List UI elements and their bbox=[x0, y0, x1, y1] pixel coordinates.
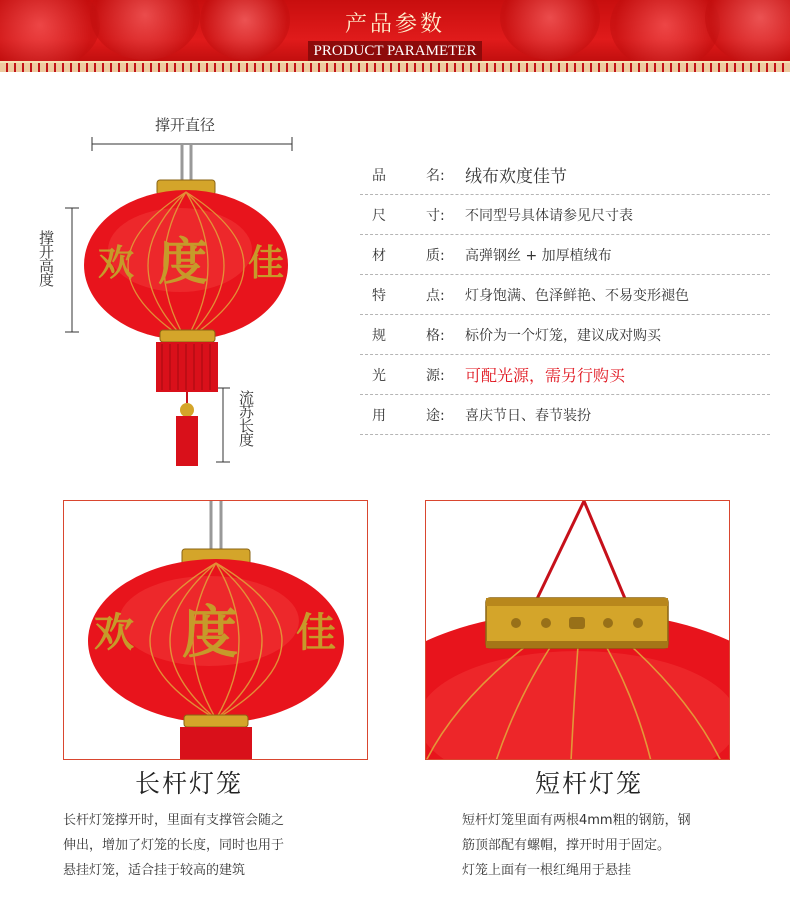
spec-label: 途: bbox=[426, 408, 445, 424]
spec-label: 材 bbox=[372, 248, 386, 264]
lantern-character: 欢 bbox=[98, 242, 135, 284]
short-pole-description bbox=[462, 808, 782, 883]
lantern-character: 欢 bbox=[94, 609, 134, 656]
spec-label: 质: bbox=[426, 248, 445, 264]
peony-pattern bbox=[705, 0, 790, 65]
header-title: 产品参数 bbox=[344, 12, 445, 37]
spec-label: 源: bbox=[426, 368, 445, 384]
width-dimension-label: 撑开直径 bbox=[155, 116, 216, 134]
header-banner bbox=[0, 0, 790, 72]
spec-table bbox=[360, 155, 770, 435]
spec-value: 喜庆节日、春节装扮 bbox=[465, 408, 591, 424]
spec-label: 品 bbox=[372, 168, 386, 184]
peony-pattern bbox=[610, 0, 720, 70]
peony-pattern bbox=[0, 0, 100, 70]
spec-row-features bbox=[360, 275, 770, 315]
spec-label: 格: bbox=[426, 328, 445, 344]
lantern-diagram bbox=[30, 100, 330, 480]
spec-label: 特 bbox=[372, 288, 386, 304]
description-line: 悬挂灯笼，适合挂于较高的建筑 bbox=[63, 863, 246, 878]
spec-label: 尺 bbox=[372, 208, 386, 224]
spec-value: 绒布欢度佳节 bbox=[465, 167, 567, 187]
spec-row-size bbox=[360, 195, 770, 235]
spec-value: 高弹钢丝 + 加厚植绒布 bbox=[465, 248, 612, 264]
long-pole-title: 长杆灯笼 bbox=[135, 769, 244, 798]
description-line: 短杆灯笼里面有两根4mm粗的钢筋，钢 bbox=[462, 813, 691, 828]
spec-label: 光 bbox=[372, 368, 386, 384]
header-title-box bbox=[300, 10, 490, 64]
spec-row-usage bbox=[360, 395, 770, 435]
lantern-character: 度 bbox=[158, 232, 208, 291]
short-pole-lantern-graphic bbox=[426, 501, 730, 760]
spec-label: 规 bbox=[372, 328, 386, 344]
description-line: 筋顶部配有螺帽，撑开时用于固定。 bbox=[462, 838, 671, 853]
lantern-character: 佳 bbox=[248, 242, 285, 284]
spec-row-spec bbox=[360, 315, 770, 355]
spec-label: 点: bbox=[426, 288, 445, 304]
spec-value: 不同型号具体请参见尺寸表 bbox=[465, 208, 633, 224]
spec-value: 灯身饱满、色泽鲜艳、不易变形褪色 bbox=[465, 288, 689, 304]
height-dimension-label: 撑开高度 bbox=[37, 230, 55, 286]
peony-pattern bbox=[200, 0, 290, 60]
spec-row-material bbox=[360, 235, 770, 275]
fret-border bbox=[0, 63, 790, 72]
tassel-length-label: 流苏长度 bbox=[237, 390, 255, 446]
peony-pattern bbox=[500, 0, 600, 60]
peony-pattern bbox=[90, 0, 200, 60]
spec-label: 用 bbox=[372, 408, 386, 424]
header-subtitle: PRODUCT PARAMETER bbox=[308, 41, 483, 61]
spec-row-light-source bbox=[360, 355, 770, 395]
spec-label: 寸: bbox=[426, 208, 445, 224]
spec-value: 标价为一个灯笼，建议成对购买 bbox=[465, 328, 661, 344]
lantern-character: 度 bbox=[182, 600, 238, 666]
description-line: 长杆灯笼撑开时，里面有支撑管会随之 bbox=[63, 813, 285, 828]
spec-label: 名: bbox=[426, 168, 445, 184]
spec-value-highlight: 可配光源，需另行购买 bbox=[465, 366, 626, 385]
spec-row-name bbox=[360, 155, 770, 195]
long-pole-description bbox=[63, 808, 373, 883]
short-pole-title: 短杆灯笼 bbox=[535, 769, 644, 798]
long-pole-lantern-image bbox=[63, 500, 368, 760]
description-line: 灯笼上面有一根红绳用于悬挂 bbox=[462, 863, 632, 878]
lantern-character: 佳 bbox=[296, 609, 336, 656]
description-line: 伸出，增加了灯笼的长度，同时也用于 bbox=[63, 838, 285, 853]
short-pole-lantern-image bbox=[425, 500, 730, 760]
